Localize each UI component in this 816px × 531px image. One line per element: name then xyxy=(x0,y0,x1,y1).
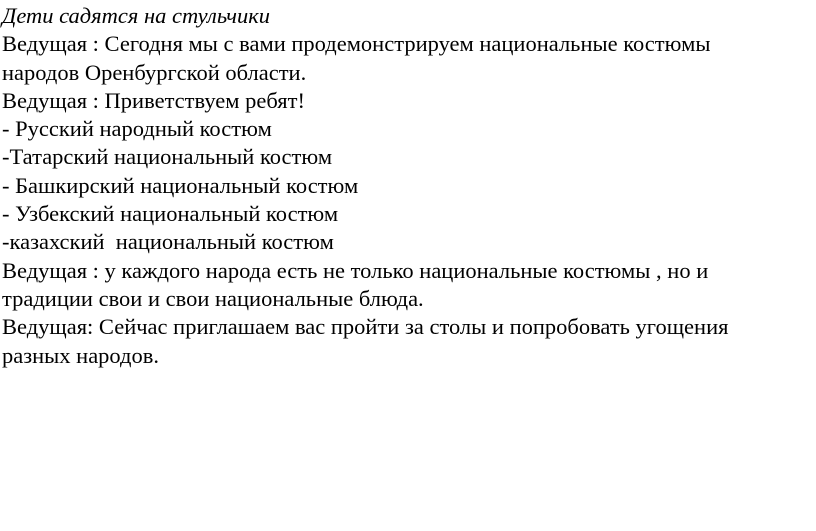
text-line: Ведущая : у каждого народа есть не только национальные костюмы , но и xyxy=(2,257,709,283)
list-item: -Татарский национальный костюм xyxy=(2,144,333,170)
text-line: традиции свои и свои национальные блюда. xyxy=(2,285,424,311)
text-line: разных народов. xyxy=(2,342,159,368)
text-line: Ведущая: Сейчас приглашаем вас пройти за столы и попробовать угощения xyxy=(2,314,729,340)
text-line: народов Оренбургской области. xyxy=(2,59,307,85)
list-item: - Башкирский национальный костюм xyxy=(2,172,359,198)
list-item: -казахский национальный костюм xyxy=(2,229,334,255)
text-line: Ведущая : Приветствуем ребят! xyxy=(2,87,305,113)
list-item: - Узбекский национальный костюм xyxy=(2,201,339,227)
list-item: - Русский народный костюм xyxy=(2,116,272,142)
stage-direction: Дети садятся на стульчики xyxy=(2,3,270,28)
text-line: Ведущая : Сегодня мы с вами продемонстрируем национальные костюмы xyxy=(2,31,711,57)
document-body xyxy=(2,2,812,370)
